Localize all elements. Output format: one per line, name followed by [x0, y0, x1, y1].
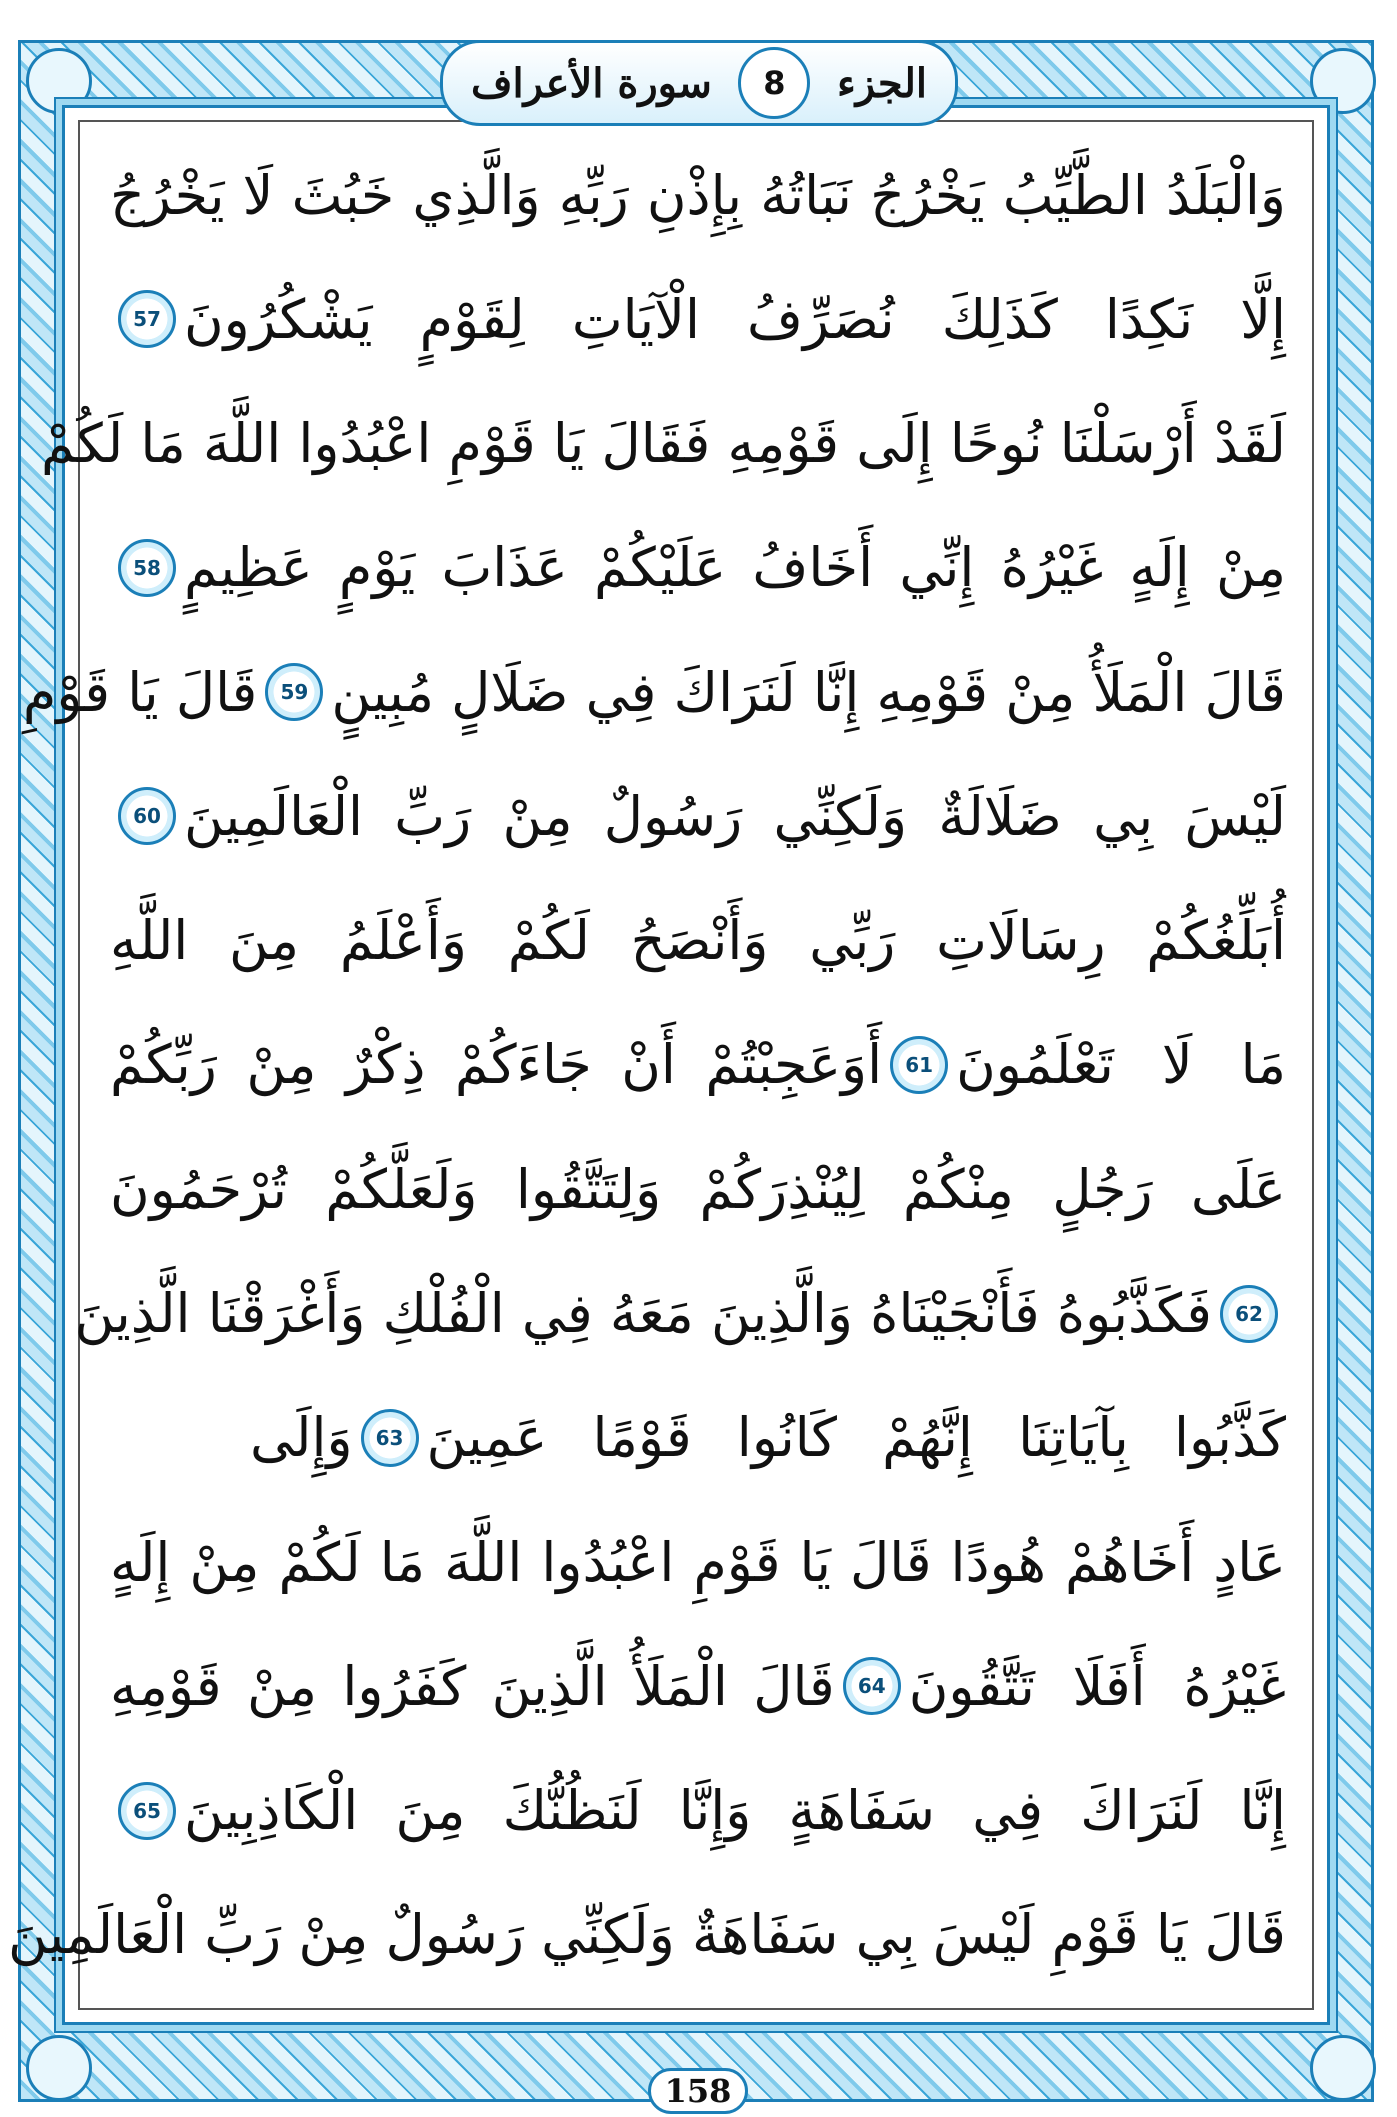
verse-text: لَيْسَ بِي ضَلَالَةٌ وَلَكِنِّي رَسُولٌ مِنْ رَبِّ الْعَالَمِينَ — [184, 784, 1286, 848]
text-line — [110, 269, 1286, 369]
verse-text: فَكَذَّبُوهُ فَأَنْجَيْنَاهُ وَالَّذِينَ مَعَهُ فِي الْفُلْكِ وَأَغْرَقْنَا الَّذِينَ — [74, 1282, 1212, 1346]
text-line — [110, 1388, 1286, 1488]
verse-text: عَادٍ أَخَاهُمْ هُودًا قَالَ يَا قَوْمِ اعْبُدُوا اللَّهَ مَا لَكُمْ مِنْ إِلَهٍ — [110, 1530, 1286, 1594]
juz-label: الجزء — [837, 59, 927, 107]
verse-text: مَا لَا تَعْلَمُونَ — [956, 1033, 1286, 1097]
ayah-number-marker: 61 — [890, 1036, 948, 1094]
text-line — [110, 518, 1286, 618]
verse-text: عَلَى رَجُلٍ مِنْكُمْ لِيُنْذِرَكُمْ وَلِتَتَّقُوا وَلَعَلَّكُمْ تُرْحَمُونَ — [110, 1157, 1286, 1221]
ayah-number-marker: 58 — [118, 539, 176, 597]
ayah-number-marker: 65 — [118, 1782, 176, 1840]
verse-text: مِنْ إِلَهٍ غَيْرُهُ إِنِّي أَخَافُ عَلَيْكُمْ عَذَابَ يَوْمٍ عَظِيمٍ — [184, 536, 1286, 600]
verse-text: وَالْبَلَدُ الطَّيِّبُ يَخْرُجُ نَبَاتُهُ بِإِذْنِ رَبِّهِ وَالَّذِي خَبُثَ لَا يَخْرُجُ — [110, 163, 1286, 227]
text-line — [110, 891, 1286, 991]
verse-text: إِلَّا نَكِدًا كَذَلِكَ نُصَرِّفُ الْآيَاتِ لِقَوْمٍ يَشْكُرُونَ — [184, 287, 1286, 351]
verse-text: قَالَ الْمَلَأُ مِنْ قَوْمِهِ إِنَّا لَنَرَاكَ فِي ضَلَالٍ مُبِينٍ — [331, 660, 1286, 724]
verse-text: وَإِلَى — [250, 1406, 353, 1470]
page-number: 158 — [648, 2068, 748, 2114]
juz-number: 8 — [738, 47, 810, 119]
ayah-number-marker: 63 — [361, 1409, 419, 1467]
text-line — [110, 1761, 1286, 1861]
verse-text: إِنَّا لَنَرَاكَ فِي سَفَاهَةٍ وَإِنَّا لَنَظُنُّكَ مِنَ الْكَاذِبِينَ — [184, 1779, 1286, 1843]
verse-text: أُبَلِّغُكُمْ رِسَالَاتِ رَبِّي وَأَنْصَحُ لَكُمْ وَأَعْلَمُ مِنَ اللَّهِ — [110, 909, 1286, 973]
verse-text: غَيْرُهُ أَفَلَا تَتَّقُونَ — [908, 1654, 1286, 1718]
ayah-number-marker: 60 — [118, 787, 176, 845]
text-line — [110, 145, 1286, 245]
text-line — [74, 1264, 1286, 1364]
quran-text — [8, 145, 1286, 1985]
text-line — [8, 1885, 1286, 1985]
text-line — [110, 1636, 1286, 1736]
text-line — [110, 1139, 1286, 1239]
verse-text: أَوَعَجِبْتُمْ أَنْ جَاءَكُمْ ذِكْرٌ مِنْ رَبِّكُمْ — [109, 1033, 883, 1097]
corner-ornament-bottom-left — [26, 2035, 92, 2101]
verse-text: قَالَ يَا قَوْمِ لَيْسَ بِي سَفَاهَةٌ وَلَكِنِّي رَسُولٌ مِنْ رَبِّ الْعَالَمِينَ — [8, 1903, 1286, 1967]
text-line — [110, 1512, 1286, 1612]
ayah-number-marker: 62 — [1220, 1285, 1278, 1343]
text-line — [110, 766, 1286, 866]
verse-text: قَالَ الْمَلَأُ الَّذِينَ كَفَرُوا مِنْ قَوْمِهِ — [110, 1654, 835, 1718]
verse-text: لَقَدْ أَرْسَلْنَا نُوحًا إِلَى قَوْمِهِ فَقَالَ يَا قَوْمِ اعْبُدُوا اللَّهَ مَا لَكُمْ — [41, 412, 1286, 476]
corner-ornament-bottom-right — [1310, 2035, 1376, 2101]
ayah-number-marker: 57 — [118, 290, 176, 348]
ayah-number-marker: 59 — [265, 663, 323, 721]
text-line — [110, 1015, 1286, 1115]
page-header — [440, 40, 958, 126]
text-line — [22, 642, 1286, 742]
verse-text: قَالَ يَا قَوْمِ — [22, 660, 258, 724]
ayah-number-marker: 64 — [843, 1657, 901, 1715]
text-line — [41, 394, 1286, 494]
verse-text: كَذَّبُوا بِآيَاتِنَا إِنَّهُمْ كَانُوا قَوْمًا عَمِينَ — [426, 1406, 1286, 1470]
surah-title: سورة الأعراف — [471, 59, 712, 107]
